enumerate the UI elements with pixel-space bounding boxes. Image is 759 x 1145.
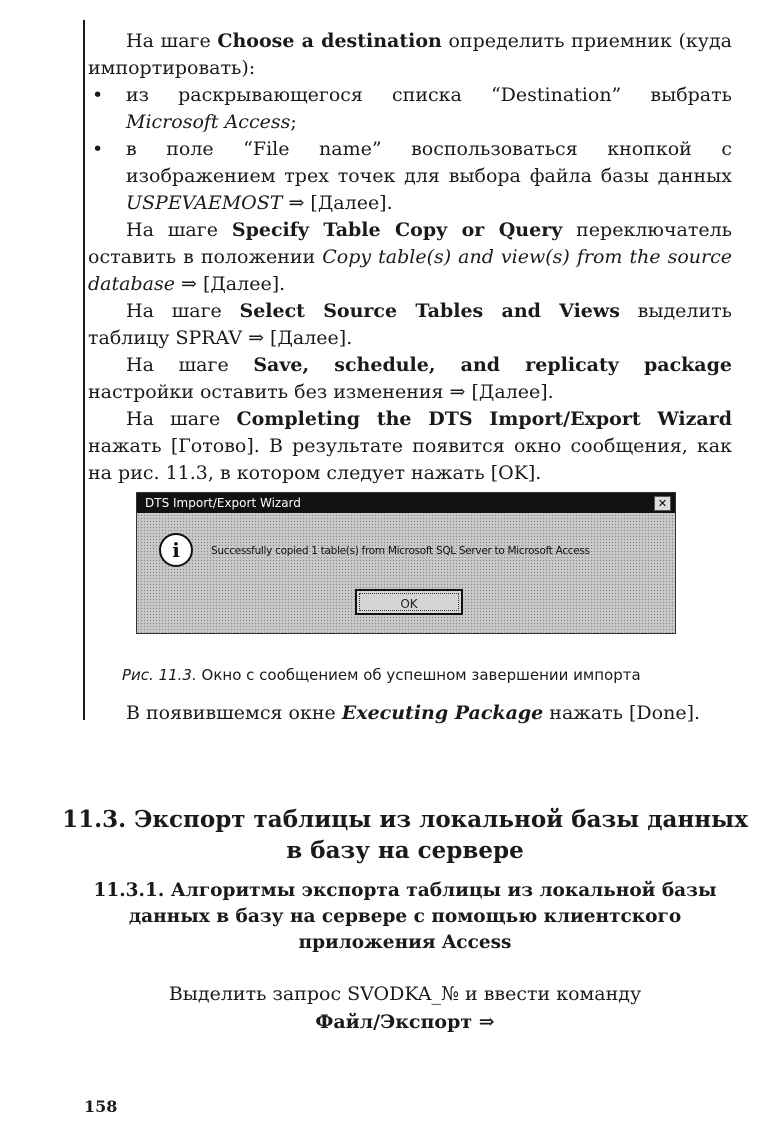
executing-package-step: В появившемся окне Executing Package нажать [Done]. (126, 702, 701, 724)
step-completing: На шаге Completing the DTS Import/Export Wizard нажать [Готово]. В результате появится окно сообщения, как на рис. 11.3, в котором следует нажать [OK]. (88, 408, 733, 484)
dts-wizard-dialog (136, 492, 676, 634)
step-specify-table-copy: На шаге Specify Table Copy or Query переключатель оставить в положении Copy table(s) and view(s) from the source database ⇒ [Далее]. (88, 219, 732, 295)
export-instruction-line2: Файл/Экспорт ⇒ (315, 1011, 495, 1033)
dialog-title: DTS Import/Export Wizard (137, 493, 675, 513)
section-heading: 11.3. Экспорт таблицы из локальной базы данных в базу на сервере (62, 806, 748, 864)
bullet-destination: • из раскрывающегося списка “Destination” выбрать Microsoft Access; (88, 82, 732, 136)
export-instruction-line1: Выделить запрос SVODKA_№ и ввести команду (168, 983, 642, 1005)
step-save-schedule: На шаге Save, schedule, and replicaty package настройки оставить без изменения ⇒ [Далее]. (88, 354, 732, 403)
info-icon: i (159, 533, 193, 567)
steps-block (88, 28, 732, 487)
subsection-heading: 11.3.1. Алгоритмы экспорта таблицы из локальной базы данных в базу на сервере с помощью клиентского приложения Access (93, 880, 717, 953)
page-number: 158 (84, 1097, 118, 1116)
step-choose-destination: На шаге Choose a destination определить приемник (куда импортировать): (88, 30, 732, 79)
dialog-message: Successfully copied 1 table(s) from Microsoft SQL Server to Microsoft Access (211, 545, 590, 557)
figure-caption: Рис. 11.3. Окно с сообщением об успешном завершении импорта (122, 666, 641, 684)
close-icon[interactable]: ✕ (654, 496, 671, 511)
step-select-source-tables: На шаге Select Source Tables and Views выделить таблицу SPRAV ⇒ [Далее]. (88, 300, 732, 349)
ok-button[interactable]: OK (355, 589, 463, 615)
margin-bar (83, 20, 85, 720)
bullet-file-name: • в поле “File name” воспользоваться кнопкой с изображением трех точек для выбора файла базы данных USPEVAEMOST ⇒ [Далее]. (88, 136, 732, 217)
